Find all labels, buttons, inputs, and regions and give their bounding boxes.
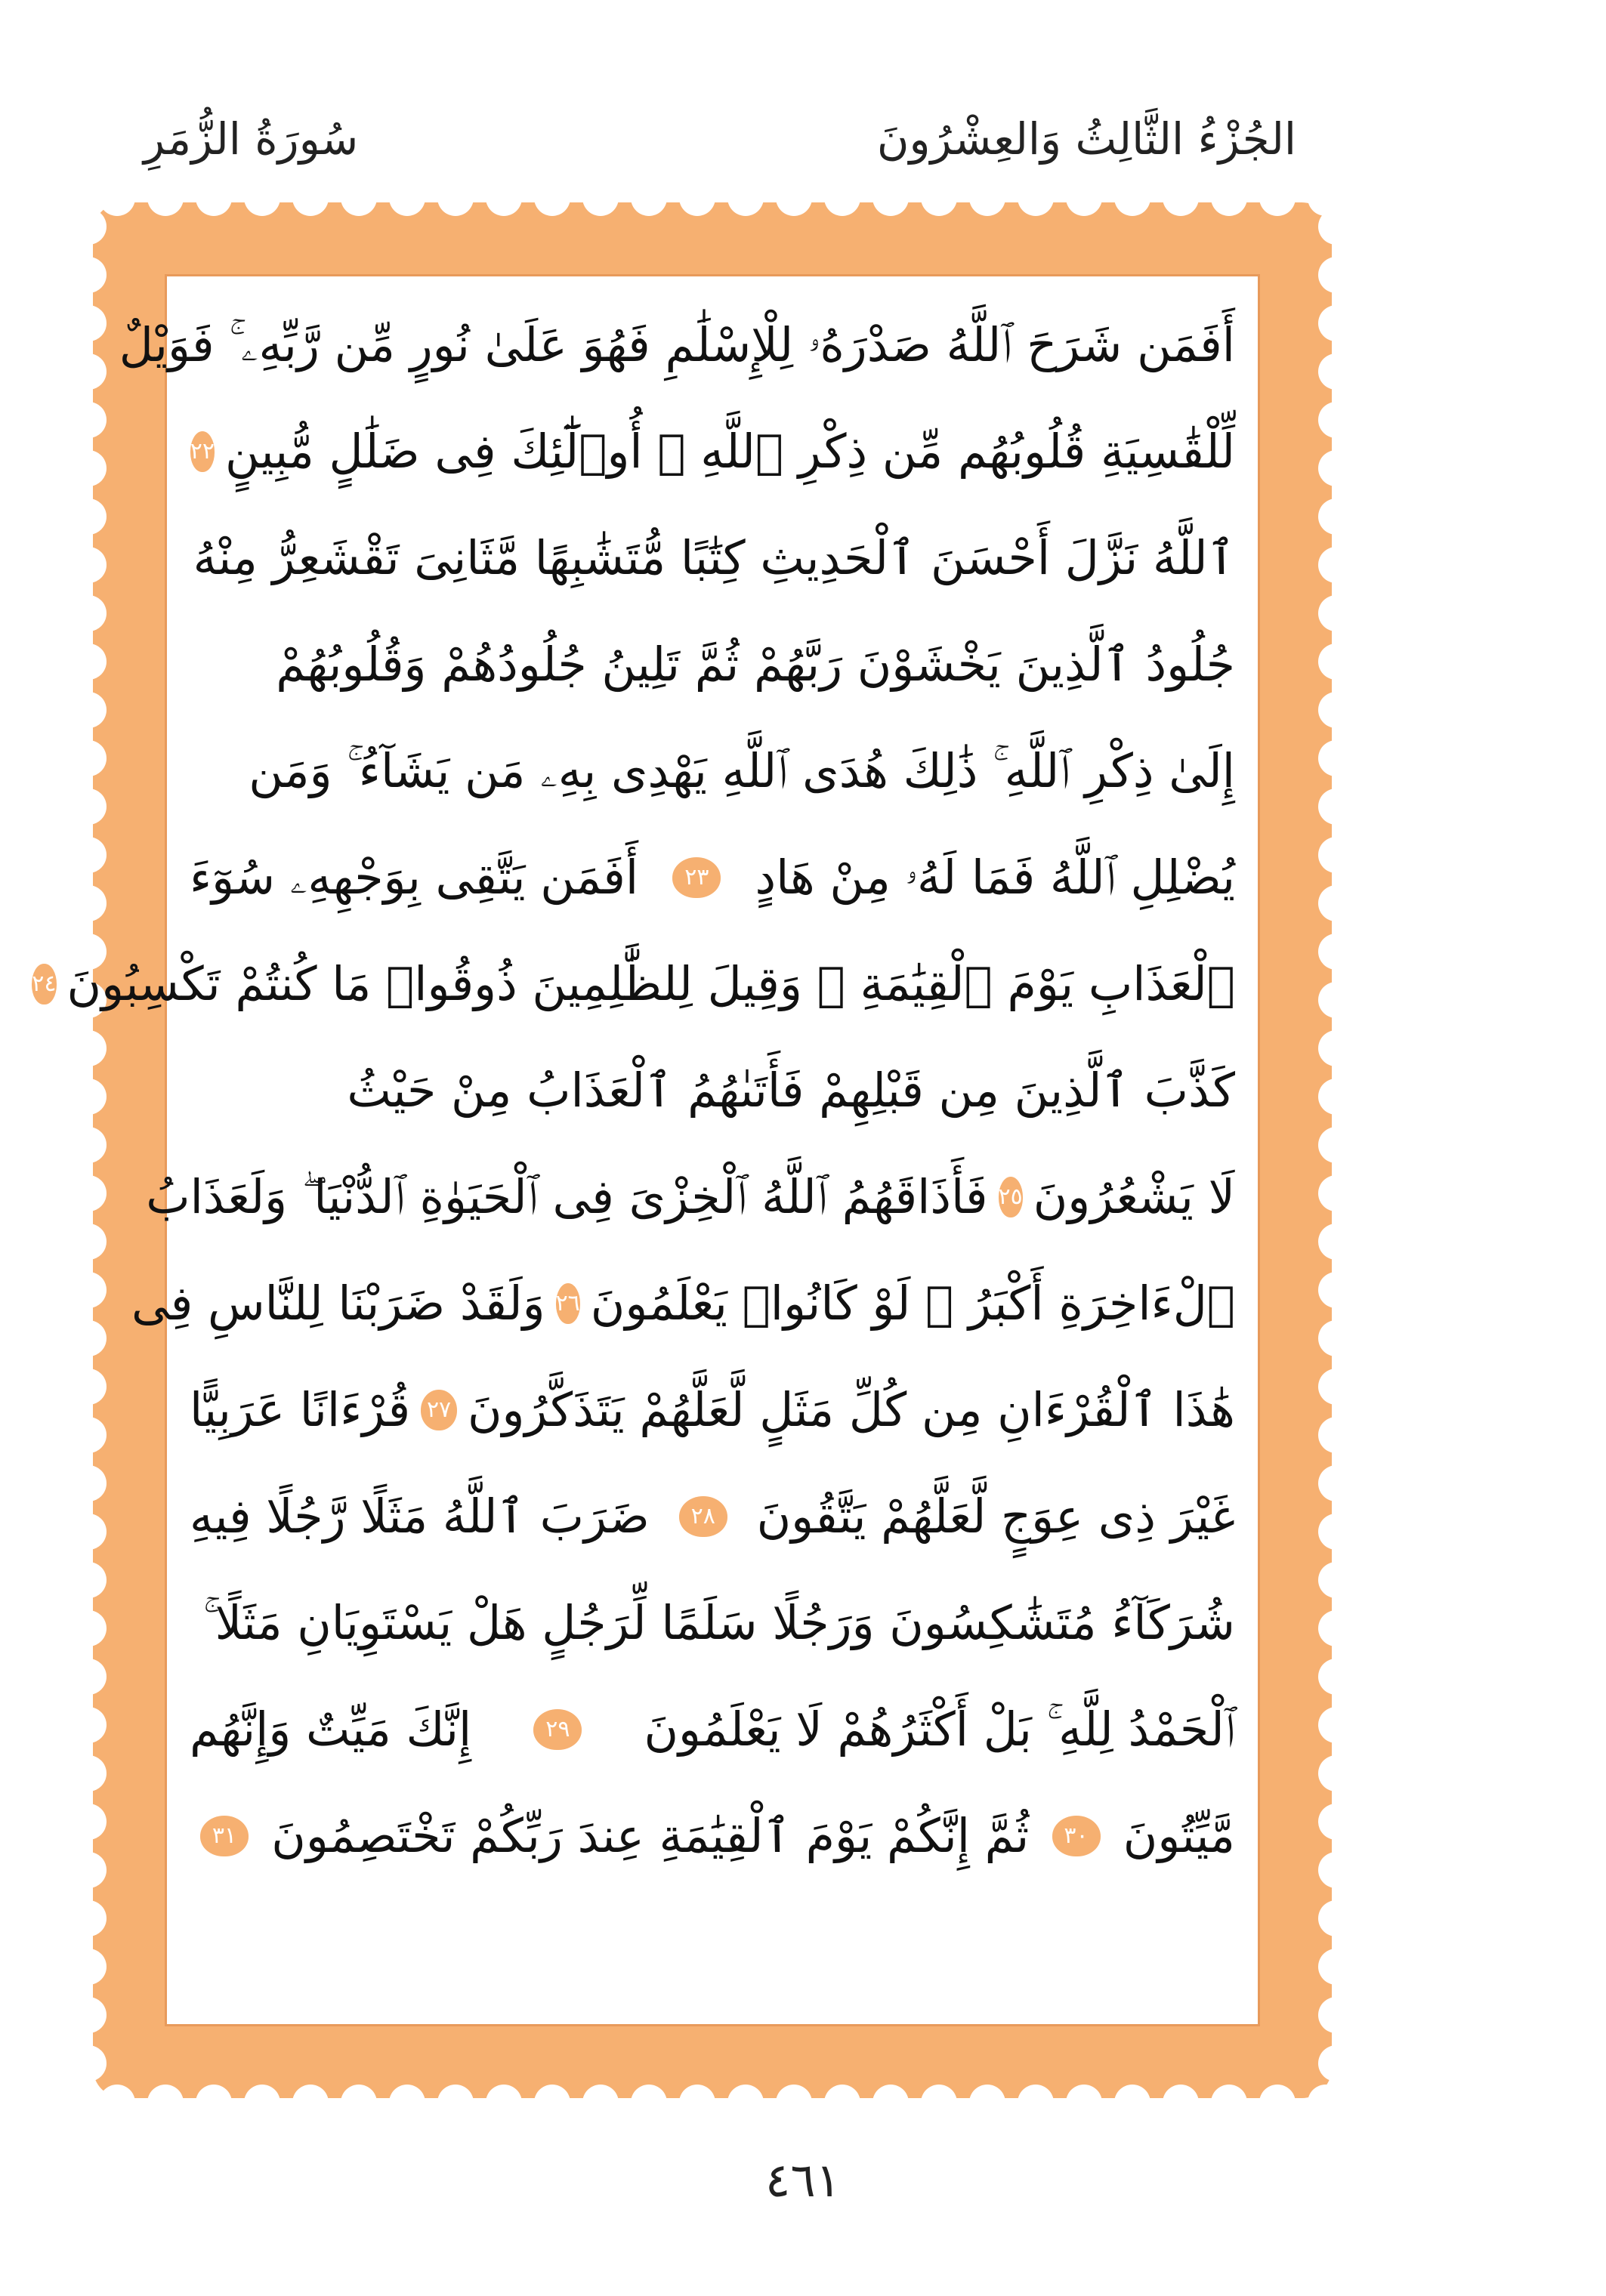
line-2-text: لِّلْقَٰسِيَةِ قُلُوبُهُم مِّن ذِكْرِ ٱللَّهِ ۚ أُو۟لَٰٓئِكَ فِى ضَلَٰلٍ مُّبِينٍ — [225, 424, 1235, 479]
frame-scallop-left — [93, 1030, 107, 1066]
frame-scallop-top — [582, 202, 619, 216]
text-line-8 — [190, 1037, 1235, 1143]
frame-scallop-top — [776, 202, 812, 216]
frame-scallop-right — [1318, 1949, 1332, 1985]
frame-scallop-left — [93, 1224, 107, 1260]
frame-scallop-bottom — [292, 2085, 329, 2098]
frame-scallop-bottom — [99, 2085, 135, 2098]
line-9-text-b: فَأَذَاقَهُمُ ٱللَّهُ ٱلْخِزْىَ فِى ٱلْحَيَوٰةِ ٱلدُّنْيَا ۖ وَلَعَذَابُ — [146, 1168, 988, 1224]
ayah-marker-22: ٢٢ — [190, 431, 215, 472]
frame-scallop-left — [93, 788, 107, 825]
line-14-text-a: ٱلْحَمْدُ لِلَّهِ ۚ بَلْ أَكْثَرُهُمْ لَا يَعْلَمُونَ — [644, 1701, 1235, 1757]
page-frame — [32, 202, 1332, 2098]
frame-scallop-bottom — [147, 2085, 184, 2098]
line-6-text-b: أَفَمَن يَتَّقِى بِوَجْهِهِۦ سُوٓءَ — [190, 849, 639, 905]
text-line-10 — [131, 1250, 1235, 1356]
frame-scallop-left — [93, 1659, 107, 1695]
frame-scallop-top — [727, 202, 764, 216]
frame-scallop-right — [1318, 1417, 1332, 1453]
text-line-14 — [190, 1676, 1235, 1782]
frame-scallop-bottom — [872, 2085, 909, 2098]
frame-scallop-bottom — [824, 2085, 860, 2098]
frame-scallop-top — [99, 202, 135, 216]
frame-scallop-left — [93, 450, 107, 486]
frame-scallop-bottom — [1211, 2085, 1247, 2098]
ayah-marker-23: ٢٣ — [672, 857, 721, 898]
text-line-7 — [32, 930, 1235, 1037]
frame-scallop-right — [1318, 305, 1332, 341]
frame-scallop-top — [1066, 202, 1102, 216]
frame-scallop-right — [1318, 353, 1332, 390]
frame-scallop-left — [93, 740, 107, 776]
frame-scallop-left — [93, 1949, 107, 1985]
frame-scallop-left — [93, 498, 107, 535]
frame-scallop-right — [1318, 1514, 1332, 1550]
page-number: ٤٦١ — [765, 2152, 841, 2208]
frame-scallop-right — [1318, 2045, 1332, 2082]
frame-scallop-right — [1318, 1900, 1332, 1936]
frame-scallop-right — [1318, 1707, 1332, 1743]
frame-scallop-right — [1318, 740, 1332, 776]
frame-scallop-bottom — [582, 2085, 619, 2098]
frame-scallop-left — [93, 208, 107, 245]
line-15-text-a: مَّيِّتُونَ — [1123, 1808, 1235, 1863]
frame-scallop-right — [1318, 402, 1332, 438]
frame-scallop-left — [93, 2045, 107, 2082]
verse-text-block — [32, 292, 1235, 1889]
frame-scallop-top — [824, 202, 860, 216]
line-6-text-a: يُضْلِلِ ٱللَّهُ فَمَا لَهُۥ مِنْ هَادٍ — [755, 849, 1235, 905]
text-line-3 — [190, 505, 1235, 611]
frame-scallop-left — [93, 643, 107, 680]
frame-scallop-right — [1318, 547, 1332, 583]
line-11-text-a: هَٰذَا ٱلْقُرْءَانِ مِن كُلِّ مَثَلٍ لَّعَلَّهُمْ يَتَذَكَّرُونَ — [467, 1382, 1235, 1437]
frame-scallop-top — [341, 202, 377, 216]
frame-scallop-right — [1318, 498, 1332, 535]
frame-scallop-bottom — [1018, 2085, 1054, 2098]
frame-scallop-bottom — [534, 2085, 570, 2098]
text-line-1 — [119, 292, 1235, 398]
line-5-text: إِلَىٰ ذِكْرِ ٱللَّهِ ۚ ذَٰلِكَ هُدَى ٱللَّهِ يَهْدِى بِهِۦ مَن يَشَآءُ ۚ وَمَن — [249, 742, 1235, 798]
frame-scallop-top — [1211, 202, 1247, 216]
frame-scallop-bottom — [244, 2085, 280, 2098]
frame-scallop-top — [921, 202, 957, 216]
frame-scallop-right — [1318, 934, 1332, 970]
frame-scallop-bottom — [921, 2085, 957, 2098]
frame-scallop-right — [1318, 885, 1332, 921]
frame-scallop-top — [1259, 202, 1296, 216]
line-3-text: ٱللَّهُ نَزَّلَ أَحْسَنَ ٱلْحَدِيثِ كِتَٰبًا مُّتَشَٰبِهًا مَّثَانِىَ تَقْشَعِرُّ مِنْهُ — [193, 530, 1235, 585]
frame-scallop-left — [93, 1707, 107, 1743]
frame-scallop-bottom — [776, 2085, 812, 2098]
frame-scallop-right — [1318, 595, 1332, 631]
frame-scallop-top — [486, 202, 522, 216]
frame-scallop-right — [1318, 450, 1332, 486]
frame-scallop-top — [1163, 202, 1199, 216]
frame-scallop-left — [93, 1804, 107, 1840]
text-line-15 — [190, 1782, 1235, 1889]
frame-scallop-left — [93, 1417, 107, 1453]
frame-scallop-bottom — [727, 2085, 764, 2098]
frame-scallop-left — [93, 837, 107, 873]
surah-title: سُورَةُ الزُّمَرِ — [144, 113, 359, 165]
frame-scallop-left — [93, 595, 107, 631]
line-4-text: جُلُودُ ٱلَّذِينَ يَخْشَوْنَ رَبَّهُمْ ثُمَّ تَلِينُ جُلُودُهُمْ وَقُلُوبُهُمْ — [276, 637, 1235, 692]
frame-scallop-left — [93, 1127, 107, 1163]
ayah-marker-25: ٢٥ — [999, 1177, 1023, 1217]
frame-scallop-top — [437, 202, 474, 216]
text-line-13 — [190, 1569, 1235, 1676]
text-line-11 — [190, 1356, 1235, 1463]
frame-scallop-left — [93, 547, 107, 583]
frame-scallop-top — [147, 202, 184, 216]
frame-scallop-left — [93, 1465, 107, 1501]
frame-scallop-top — [389, 202, 425, 216]
juz-title: الجُزْءُ الثَّالِثُ وَالعِشْرُونَ — [876, 113, 1296, 165]
line-9-text-a: لَا يَشْعُرُونَ — [1033, 1169, 1235, 1224]
frame-scallop-left — [93, 1610, 107, 1646]
frame-scallop-bottom — [1066, 2085, 1102, 2098]
text-line-9 — [146, 1143, 1235, 1250]
text-panel — [32, 274, 1260, 2026]
frame-scallop-bottom — [969, 2085, 1005, 2098]
frame-scallop-bottom — [389, 2085, 425, 2098]
frame-scallop-top — [872, 202, 909, 216]
frame-scallop-right — [1318, 1997, 1332, 2033]
line-14-text-b: إِنَّكَ مَيِّتٌ وَإِنَّهُم — [190, 1702, 472, 1757]
frame-scallop-left — [93, 305, 107, 341]
ayah-marker-24: ٢٤ — [32, 964, 56, 1004]
frame-scallop-left — [93, 1900, 107, 1936]
frame-scallop-bottom — [341, 2085, 377, 2098]
frame-scallop-right — [1318, 1272, 1332, 1308]
frame-scallop-right — [1318, 1175, 1332, 1211]
line-10-text-b: وَلَقَدْ ضَرَبْنَا لِلنَّاسِ فِى — [131, 1276, 545, 1331]
frame-scallop-left — [93, 257, 107, 293]
frame-scallop-right — [1318, 788, 1332, 825]
frame-scallop-left — [93, 1320, 107, 1356]
line-12-text-a: غَيْرَ ذِى عِوَجٍ لَّعَلَّهُمْ يَتَّقُونَ — [756, 1489, 1235, 1544]
frame-scallop-top — [292, 202, 329, 216]
frame-scallop-top — [631, 202, 667, 216]
text-line-6 — [190, 824, 1235, 930]
frame-scallop-left — [93, 1997, 107, 2033]
frame-scallop-right — [1318, 1465, 1332, 1501]
frame-scallop-left — [93, 353, 107, 390]
line-13-text: شُرَكَآءُ مُتَشَٰكِسُونَ وَرَجُلًا سَلَمًا لِّرَجُلٍ هَلْ يَسْتَوِيَانِ مَثَلًا ۚ — [203, 1594, 1235, 1650]
frame-scallop-right — [1318, 1852, 1332, 1888]
frame-scallop-top — [969, 202, 1005, 216]
frame-scallop-left — [93, 1369, 107, 1405]
text-line-12 — [190, 1463, 1235, 1569]
frame-scallop-right — [1318, 1320, 1332, 1356]
text-line-2 — [190, 398, 1235, 505]
frame-scallop-left — [93, 1079, 107, 1115]
frame-scallop-bottom — [679, 2085, 715, 2098]
ayah-marker-30: ٣٠ — [1052, 1816, 1101, 1856]
frame-scallop-bottom — [1114, 2085, 1150, 2098]
frame-scallop-left — [93, 1852, 107, 1888]
frame-scallop-top — [1018, 202, 1054, 216]
text-line-5 — [190, 718, 1235, 824]
frame-scallop-bottom — [1308, 2085, 1332, 2098]
frame-scallop-left — [93, 885, 107, 921]
ayah-marker-27: ٢٧ — [421, 1390, 457, 1430]
line-1-text: أَفَمَن شَرَحَ ٱللَّهُ صَدْرَهُۥ لِلْإِسْلَٰمِ فَهُوَ عَلَىٰ نُورٍ مِّن رَّبِّهِۦ ۚ فَوَيْلٌ — [119, 316, 1235, 372]
frame-scallop-top — [196, 202, 232, 216]
ayah-marker-28: ٢٨ — [679, 1496, 727, 1537]
frame-scallop-right — [1318, 692, 1332, 728]
frame-scallop-bottom — [631, 2085, 667, 2098]
frame-scallop-right — [1318, 837, 1332, 873]
frame-scallop-right — [1318, 257, 1332, 293]
frame-scallop-left — [93, 692, 107, 728]
frame-scallop-right — [1318, 1610, 1332, 1646]
line-12-text-b: ضَرَبَ ٱللَّهُ مَثَلًا رَّجُلًا فِيهِ — [190, 1489, 650, 1544]
frame-scallop-right — [1318, 1127, 1332, 1163]
frame-scallop-left — [93, 1272, 107, 1308]
frame-scallop-right — [1318, 982, 1332, 1018]
frame-scallop-right — [1318, 1030, 1332, 1066]
frame-scallop-bottom — [196, 2085, 232, 2098]
frame-scallop-right — [1318, 1369, 1332, 1405]
frame-scallop-right — [1318, 1079, 1332, 1115]
line-15-text-b: ثُمَّ إِنَّكُمْ يَوْمَ ٱلْقِيَٰمَةِ عِندَ رَبِّكُمْ تَخْتَصِمُونَ — [271, 1808, 1030, 1863]
frame-scallop-bottom — [1259, 2085, 1296, 2098]
line-8-text: كَذَّبَ ٱلَّذِينَ مِن قَبْلِهِمْ فَأَتَىٰهُمُ ٱلْعَذَابُ مِنْ حَيْثُ — [347, 1063, 1235, 1118]
frame-scallop-top — [679, 202, 715, 216]
frame-scallop-right — [1318, 1804, 1332, 1840]
frame-scallop-left — [93, 1755, 107, 1791]
frame-scallop-bottom — [1163, 2085, 1199, 2098]
frame-scallop-right — [1318, 643, 1332, 680]
ayah-marker-31: ٣١ — [200, 1816, 249, 1856]
frame-scallop-left — [93, 1514, 107, 1550]
frame-scallop-right — [1318, 1562, 1332, 1598]
frame-scallop-bottom — [437, 2085, 474, 2098]
frame-scallop-left — [93, 1562, 107, 1598]
line-7-text: ٱلْعَذَابِ يَوْمَ ٱلْقِيَٰمَةِ ۚ وَقِيلَ لِلظَّٰلِمِينَ ذُوقُوا۟ مَا كُنتُمْ تَكْسِبُونَ — [66, 956, 1235, 1011]
frame-scallop-top — [1114, 202, 1150, 216]
frame-scallop-right — [1318, 1224, 1332, 1260]
frame-scallop-top — [244, 202, 280, 216]
frame-scallop-bottom — [486, 2085, 522, 2098]
frame-scallop-right — [1318, 1659, 1332, 1695]
frame-scallop-top — [534, 202, 570, 216]
frame-scallop-left — [93, 402, 107, 438]
frame-scallop-left — [93, 1175, 107, 1211]
line-11-text-b: قُرْءَانًا عَرَبِيًّا — [190, 1382, 411, 1437]
ayah-marker-26: ٢٦ — [556, 1283, 580, 1324]
text-line-4 — [190, 611, 1235, 718]
frame-scallop-right — [1318, 1755, 1332, 1791]
line-10-text-a: ٱلْءَاخِرَةِ أَكْبَرُ ۚ لَوْ كَانُوا۟ يَعْلَمُونَ — [590, 1276, 1235, 1331]
ayah-marker-29: ٢٩ — [533, 1709, 582, 1750]
